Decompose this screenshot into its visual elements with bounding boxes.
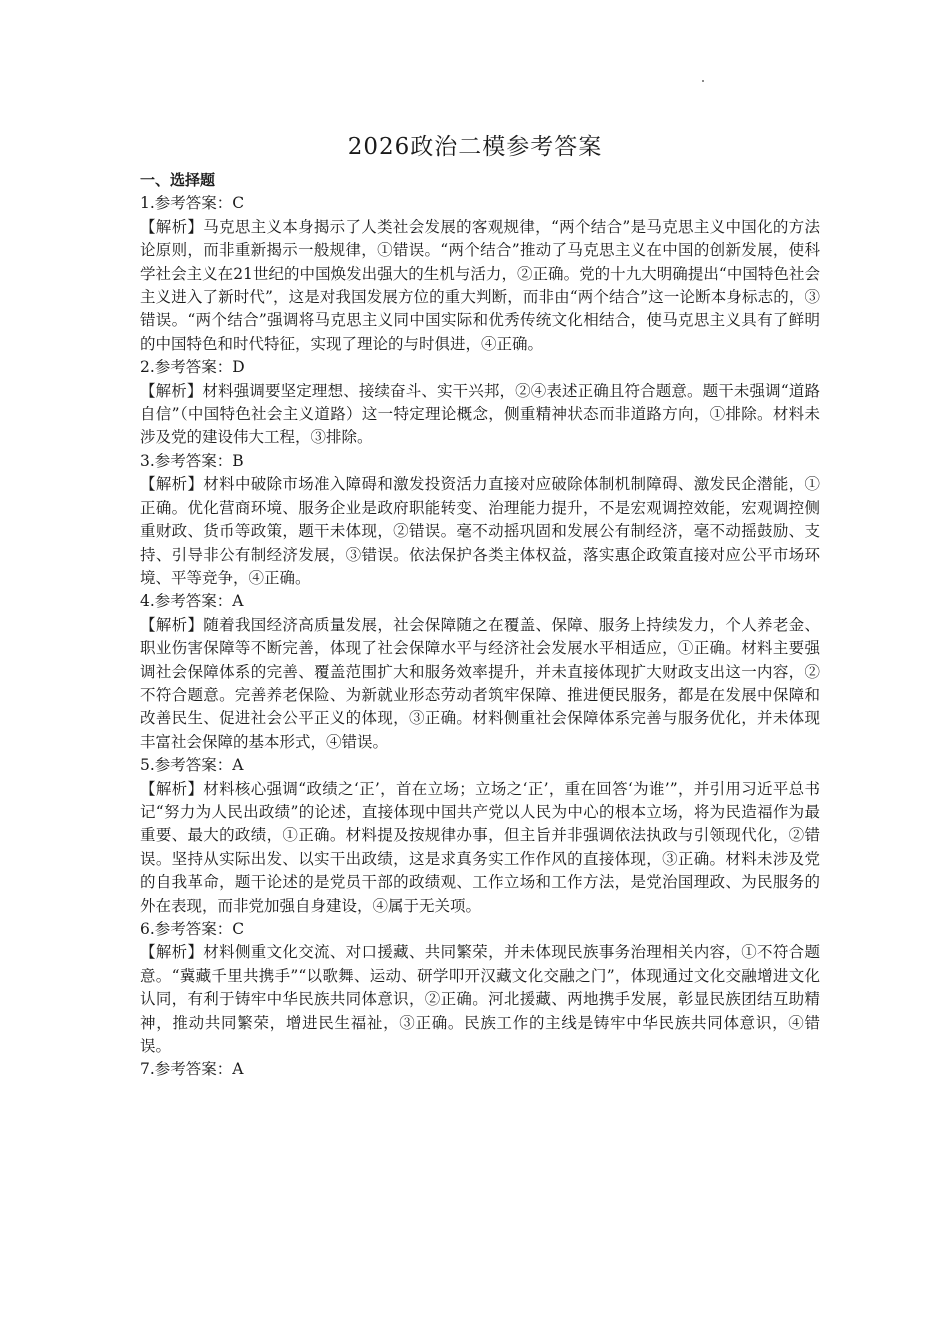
explanation-tag: 【解析】	[140, 217, 204, 236]
explanation-paragraph	[140, 614, 820, 754]
explanation-text: 材料中破除市场准入障碍和激发投资活力直接对应破除体制机制障碍、激发民企潜能，①正确。优化营商环境、服务企业是政府职能转变、治理能力提升，不是宏观调控效能，宏观调控侧重财政、货币等政策，题干未体现，②错误。毫不动摇巩固和发展公有制经济，毫不动摇鼓励、支持、引导非公有制经济发展，③错误。依法保护各类主体权益，落实惠企政策直接对应公平市场环境、平等竞争，④正确。	[140, 475, 820, 587]
explanation-tag: 【解析】	[140, 943, 204, 962]
section-heading: 一、选择题	[140, 171, 216, 189]
explanation-tag: 【解析】	[140, 475, 204, 494]
answer-content	[140, 169, 820, 1082]
explanation-text: 马克思主义本身揭示了人类社会发展的客观规律，“两个结合”是马克思主义中国化的方法论原则，而非重新揭示一般规律，①错误。“两个结合”推动了马克思主义在中国的创新发展，使科学社会主义在21世纪的中国焕发出强大的生机与活力，②正确。党的十九大明确提出“中国特色社会主义进入了新时代”，这是对我国发展方位的重大判断，而非由“两个结合”这一论断本身标志的，③错误。“两个结合”强调将马克思主义同中国实际和优秀传统文化相结合，使马克思主义具有了鲜明的中国特色和时代特征，实现了理论的与时俱进，④正确。	[140, 217, 820, 353]
explanation-tag: 【解析】	[140, 779, 204, 798]
answer-line: 2.参考答案：D	[140, 358, 245, 377]
answer-line: 4.参考答案：A	[140, 592, 244, 611]
answer-line: 3.参考答案：B	[140, 451, 244, 470]
explanation-paragraph	[140, 941, 820, 1058]
question-item-5	[140, 754, 820, 918]
answer-line: 7.参考答案：A	[140, 1060, 244, 1079]
explanation-text: 材料侧重文化交流、对口援藏、共同繁荣，并未体现民族事务治理相关内容，①不符合题意。“冀藏千里共携手”“以歌舞、运动、研学叩开汉藏文化交融之门”，体现通过文化交融增进文化认同，有利于铸牢中华民族共同体意识，②正确。河北援藏、两地携手发展，彰显民族团结互助精神，推动共同繁荣，增进民生福祉，③正确。民族工作的主线是铸牢中华民族共同体意识，④错误。	[140, 943, 820, 1056]
explanation-paragraph	[140, 778, 820, 918]
explanation-tag: 【解析】	[140, 381, 203, 400]
explanation-paragraph	[140, 216, 820, 356]
question-item-4	[140, 590, 820, 754]
question-item-1	[140, 192, 820, 356]
question-item-3	[140, 450, 820, 590]
explanation-paragraph	[140, 473, 820, 590]
question-item-2	[140, 356, 820, 450]
question-item-7	[140, 1058, 820, 1081]
question-item-6	[140, 918, 820, 1058]
explanation-text: 随着我国经济高质量发展，社会保障随之在覆盖、保障、服务上持续发力，个人养老金、职业伤害保障等不断完善，体现了社会保障水平与经济社会发展水平相适应，①正确。材料主要强调社会保障体系的完善、覆盖范围扩大和服务效率提升，并未直接体现扩大财政支出这一内容，②不符合题意。完善养老保险、为新就业形态劳动者筑牢保障、推进便民服务，都是在发展中保障和改善民生、促进社会公平正义的体现，③正确。材料侧重社会保障体系完善与服务优化，并未体现丰富社会保障的基本形式，④错误。	[140, 615, 820, 751]
answer-line: 6.参考答案：C	[140, 920, 245, 938]
answer-line: 5.参考答案：A	[140, 756, 244, 775]
explanation-tag: 【解析】	[140, 615, 204, 634]
explanation-text: 材料强调要坚定理想、接续奋斗、实干兴邦，②④表述正确且符合题意。题干未强调“道路自信”（中国特色社会主义道路）这一特定理论概念，侧重精神状态而非道路方向，①排除。材料未涉及党的建设伟大工程，③排除。	[140, 381, 820, 447]
scan-speck	[702, 80, 704, 82]
explanation-text: 材料核心强调“政绩之‘正’，首在立场；立场之‘正’，重在回答‘为谁’”，并引用习近平总书记“努力为人民出政绩”的论述，直接体现中国共产党以人民为中心的根本立场，将为民造福作为最重要、最大的政绩，①正确。材料提及按规律办事，但主旨并非强调依法执政与引领现代化，②错误。坚持从实际出发、以实干出政绩，这是求真务实工作作风的直接体现，③正确。材料未涉及党的自我革命，题干论述的是党员干部的政绩观、工作立场和工作方法，是党治国理政、为民服务的外在表现，而非党加强自身建设，④属于无关项。	[140, 779, 820, 915]
answer-line: 1.参考答案：C	[140, 194, 245, 213]
explanation-paragraph	[140, 380, 820, 450]
page-title: 2026政治二模参考答案	[347, 134, 603, 160]
